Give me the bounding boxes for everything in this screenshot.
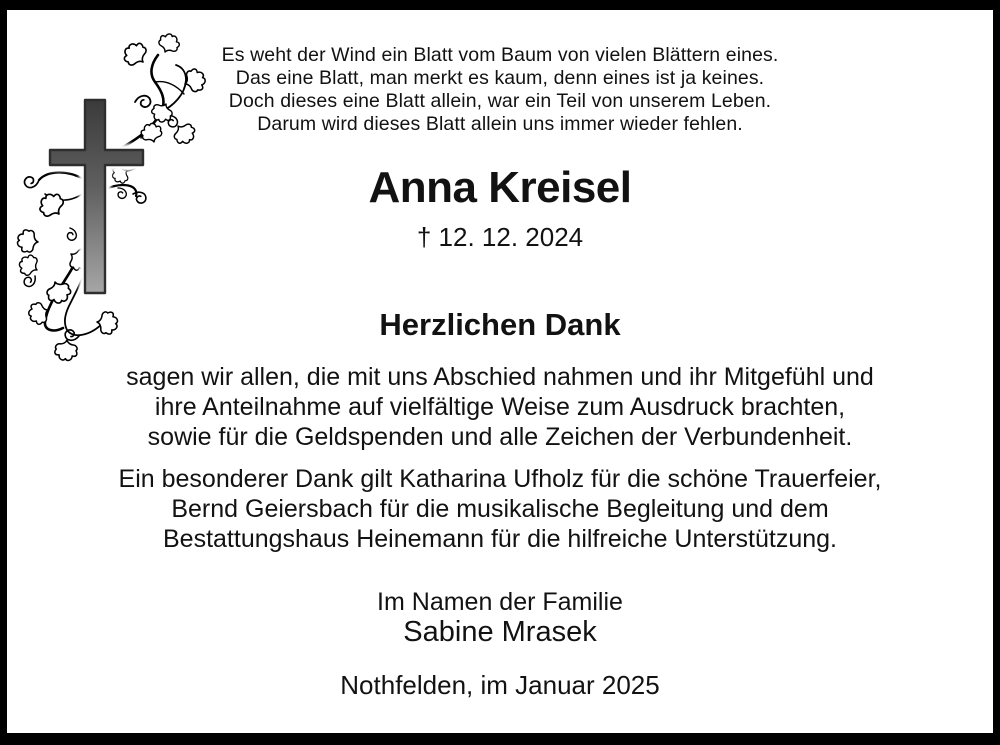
place-and-date: Nothfelden, im Januar 2025 [340,670,660,700]
thanks-paragraph-1 [7,362,993,452]
poem-line: Das eine Blatt, man merkt es kaum, denn eines ist ja keines. [235,67,765,89]
closing-signatory: Sabine Mrasek [403,616,597,648]
memorial-poem [7,44,993,136]
poem-line: Doch dieses eine Blatt allein, war ein Teil von unserem Leben. [228,90,772,112]
paragraph-line: Bernd Geiersbach für die musikalische Begleitung und dem [171,495,829,523]
paragraph-line: sagen wir allen, die mit uns Abschied nahmen und ihr Mitgefühl und [126,363,874,391]
poem-line: Es weht der Wind ein Blatt vom Baum von vielen Blättern eines. [221,44,779,66]
thanks-paragraph-2 [7,464,993,554]
paragraph-line: Ein besonderer Dank gilt Katharina Ufholz für die schöne Trauerfeier, [118,465,882,493]
paragraph-line: ihre Anteilnahme auf vielfältige Weise zum Ausdruck brachten, [154,393,846,421]
thanks-heading: Herzlichen Dank [379,307,621,342]
paragraph-line: sowie für die Geldspenden und alle Zeichen der Verbundenheit. [147,423,853,451]
poem-line: Darum wird dieses Blatt allein uns immer wieder fehlen. [257,113,743,135]
death-date: † 12. 12. 2024 [416,222,584,252]
closing-in-the-name: Im Namen der Familie [377,588,623,616]
deceased-name: Anna Kreisel [368,163,632,212]
paragraph-line: Bestattungshaus Heinemann für die hilfreiche Unterstützung. [163,525,837,553]
